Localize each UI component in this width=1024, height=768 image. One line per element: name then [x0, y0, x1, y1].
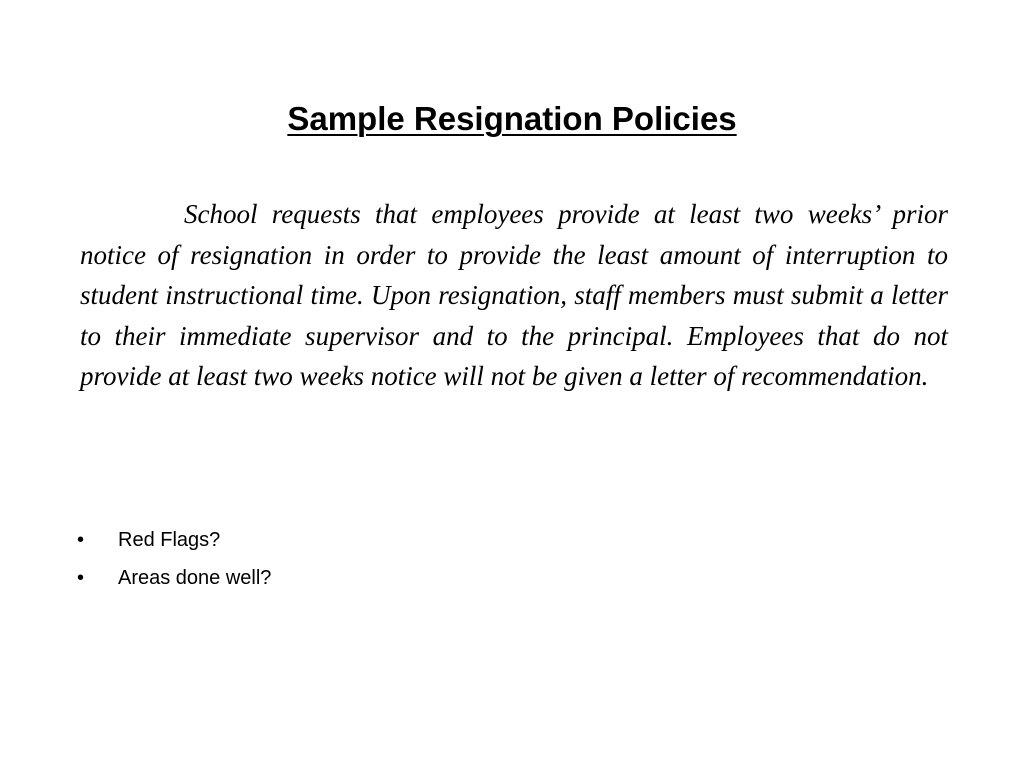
- bullet-item-red-flags: [77, 524, 271, 562]
- slide-title: Sample Resignation Policies: [287, 100, 737, 137]
- bullet-icon: •: [77, 529, 85, 551]
- bullet-item-areas-done-well: [77, 562, 271, 600]
- bullet-label: Areas done well?: [118, 567, 272, 589]
- bullet-icon: •: [77, 567, 85, 589]
- policy-paragraph: School requests that employees provide at least two weeks’ prior notice of resignation in order to provide the least amount of interruption to student instructional time. Upon resignation, staff members must submit a letter to their immediate supervisor and to the principal. Employees that do not provide at least two weeks notice will not be given a letter of recommendation.: [80, 199, 948, 391]
- bullet-label: Red Flags?: [118, 529, 221, 551]
- bullet-list: [77, 524, 271, 600]
